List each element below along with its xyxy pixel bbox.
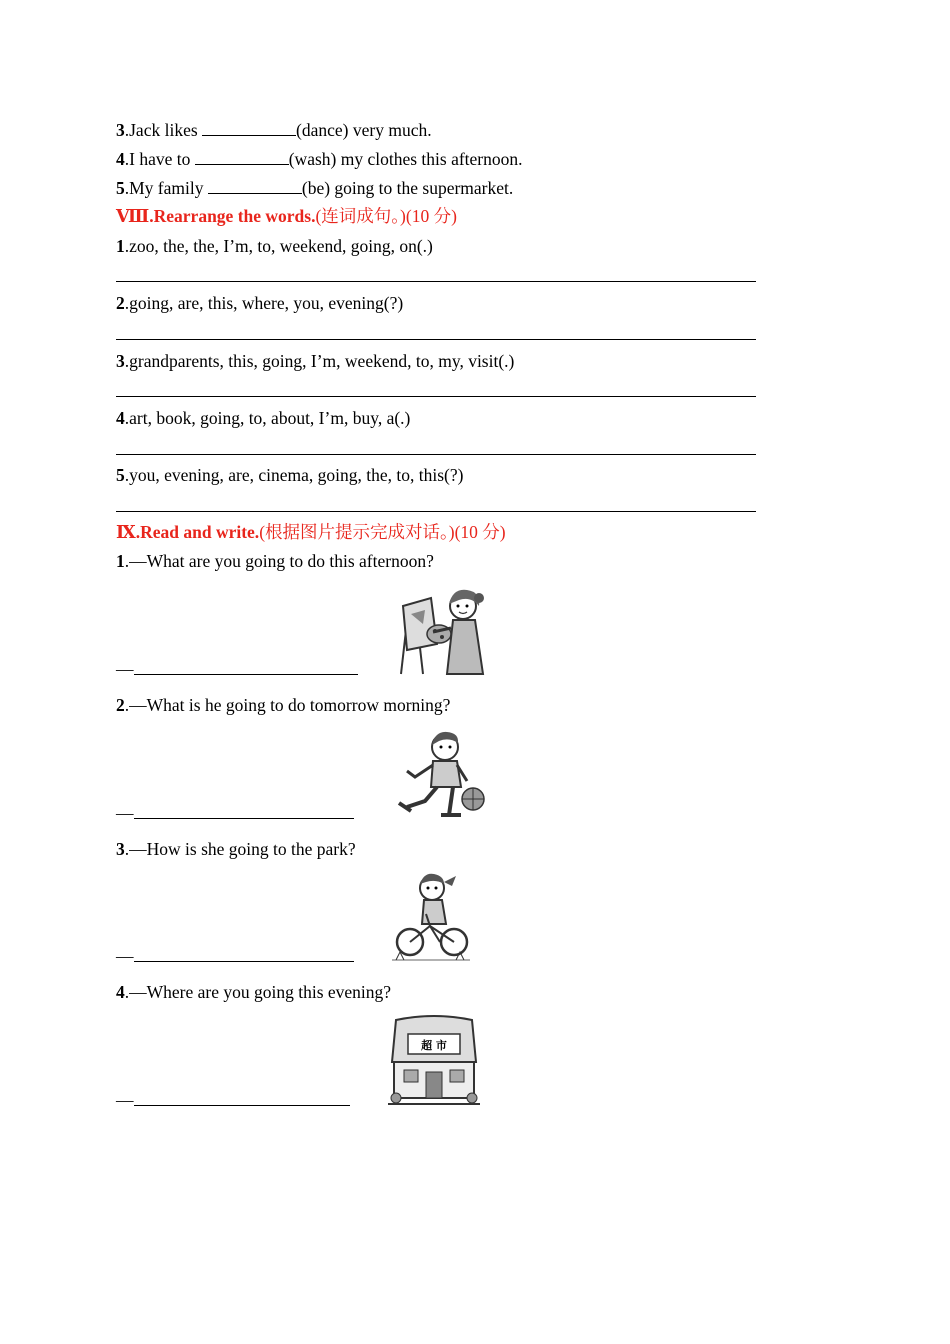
fill-blank-3: 3.Jack likes (dance) very much.	[116, 120, 432, 140]
dialogue-answer-4: —	[116, 1090, 350, 1110]
answer-blank[interactable]	[134, 949, 354, 962]
rearrange-item-1: 1.zoo, the, the, I’m, to, weekend, going, on(.)	[116, 236, 433, 256]
girl-bike-icon	[390, 870, 472, 963]
rearrange-item-4: 4.art, book, going, to, about, I’m, buy, a(.)	[116, 408, 411, 428]
answer-line[interactable]	[116, 511, 756, 512]
answer-line[interactable]	[116, 281, 756, 282]
answer-blank[interactable]	[202, 121, 296, 136]
section-9-heading: Ⅸ.Read and write.(根据图片提示完成对话。)(10 分)	[116, 522, 506, 542]
rearrange-item-5: 5.you, evening, are, cinema, going, the, to, this(?)	[116, 465, 464, 485]
answer-line[interactable]	[116, 396, 756, 397]
answer-line[interactable]	[116, 339, 756, 340]
section-8-heading: Ⅷ.Rearrange the words.(连词成句。)(10 分)	[116, 206, 457, 226]
dialogue-answer-1: —	[116, 659, 358, 679]
supermarket-sign-text: 超 市	[421, 1039, 447, 1052]
answer-line[interactable]	[116, 454, 756, 455]
answer-blank[interactable]	[195, 150, 289, 165]
rearrange-item-2: 2.going, are, this, where, you, evening(?)	[116, 293, 404, 313]
dialogue-question-3: 3.—How is she going to the park?	[116, 839, 356, 859]
dialogue-answer-2: —	[116, 803, 354, 823]
answer-blank[interactable]	[134, 662, 358, 675]
dialogue-question-1: 1.—What are you going to do this afternoon?	[116, 551, 434, 571]
answer-blank[interactable]	[134, 806, 354, 819]
dialogue-answer-3: —	[116, 946, 354, 966]
boy-basketball-icon	[395, 727, 493, 819]
fill-blank-4: 4.I have to (wash) my clothes this afternoon.	[116, 149, 523, 169]
fill-blank-5: 5.My family (be) going to the supermarket.	[116, 178, 514, 198]
rearrange-item-3: 3.grandparents, this, going, I’m, weekend, to, my, visit(.)	[116, 351, 515, 371]
answer-blank[interactable]	[208, 179, 302, 194]
supermarket-icon	[386, 1012, 482, 1108]
dialogue-question-4: 4.—Where are you going this evening?	[116, 982, 392, 1002]
dialogue-question-2: 2.—What is he going to do tomorrow morning?	[116, 695, 451, 715]
girl-painting-icon	[395, 584, 490, 676]
answer-blank[interactable]	[134, 1093, 350, 1106]
